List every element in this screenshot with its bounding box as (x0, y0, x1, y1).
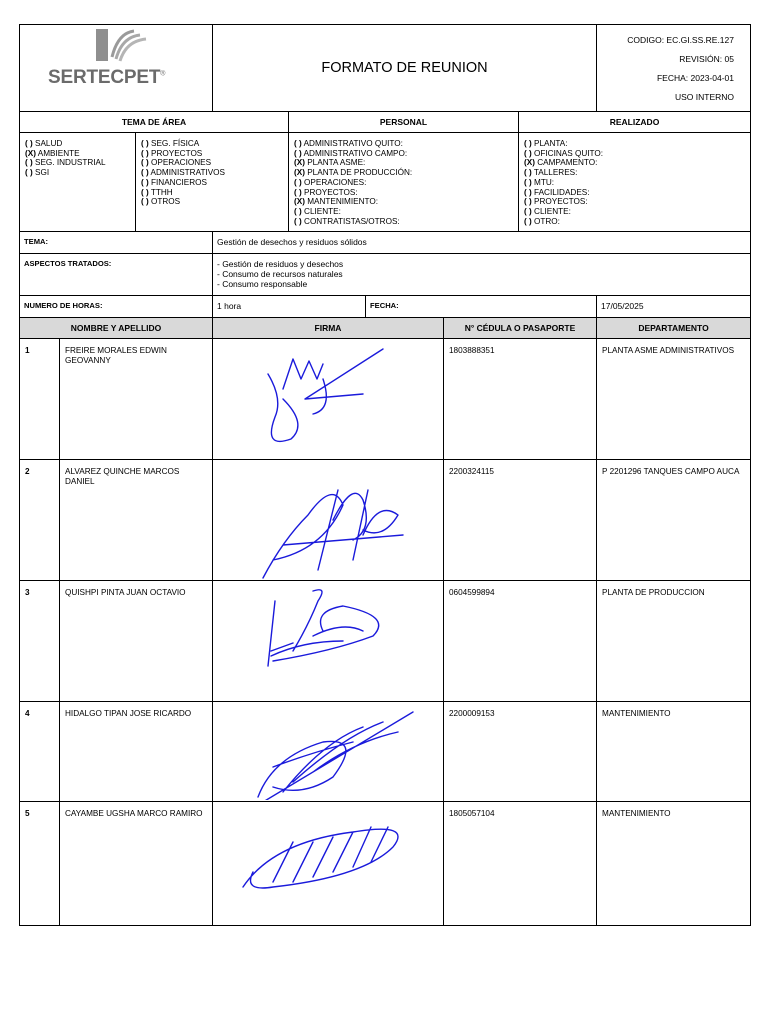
check-label: ADMINISTRATIVO QUITO: (301, 139, 403, 148)
classification-table (19, 111, 751, 232)
fecha-value: 17/05/2025 (597, 296, 751, 318)
checklist-item (25, 158, 131, 168)
check-mark: ( ) (524, 206, 532, 216)
check-label: FACILIDADES: (531, 187, 590, 197)
check-label: OTRO: (531, 216, 560, 226)
check-mark: ( ) (141, 187, 149, 197)
check-mark: (X) (294, 158, 305, 168)
checklist-item (141, 149, 284, 159)
check-label: PLANTA: (531, 139, 568, 148)
check-mark: ( ) (294, 177, 302, 187)
checklist-item (141, 168, 284, 178)
check-mark: ( ) (524, 187, 532, 197)
check-mark: ( ) (524, 148, 532, 158)
checklist-item (524, 188, 746, 198)
checklist-item (294, 178, 514, 188)
header-id: N° CÉDULA O PASAPORTE (444, 318, 597, 339)
check-label: OFICINAS QUITO: (531, 148, 604, 158)
checklist-item (294, 149, 514, 159)
meeting-details (19, 231, 751, 318)
tema-area-list-2 (136, 133, 289, 232)
personal-heading: PERSONAL (289, 112, 519, 133)
attendee-signature (213, 581, 444, 702)
checklist-item (141, 178, 284, 188)
check-label: CLIENTE: (531, 206, 571, 216)
horas-label: NUMERO DE HORAS: (20, 296, 213, 318)
check-mark: ( ) (25, 168, 33, 178)
logo-text: SERTECPET (48, 67, 161, 88)
attendee-department: PLANTA DE PRODUCCION (597, 581, 751, 702)
check-mark: ( ) (294, 187, 302, 197)
check-mark: (X) (25, 148, 36, 158)
check-label: PROYECTOS: (301, 187, 358, 197)
check-mark: ( ) (524, 177, 532, 187)
signature-drawing (213, 339, 444, 458)
check-label: PLANTA DE PRODUCCIÓN: (304, 168, 413, 178)
check-label: SEG. FÍSICA (148, 139, 200, 148)
check-mark: ( ) (141, 177, 149, 187)
check-mark: ( ) (294, 148, 302, 158)
check-label: AMBIENTE (35, 148, 80, 158)
aspectos-value (213, 254, 751, 296)
check-label: OPERACIONES: (301, 177, 367, 187)
meta-usage: USO INTERNO (674, 92, 734, 102)
tema-value: Gestión de desechos y residuos sólidos (213, 232, 751, 254)
check-mark: ( ) (141, 148, 149, 158)
attendee-signature (213, 802, 444, 926)
attendance-table (19, 317, 751, 926)
meta-code: CODIGO: EC.GI.SS.RE.127 (627, 35, 734, 45)
checklist-item (294, 197, 514, 207)
form-header (19, 24, 751, 112)
tema-label: TEMA: (20, 232, 213, 254)
aspecto-line: - Consumo de recursos naturales (217, 269, 343, 279)
attendee-number: 3 (20, 581, 60, 702)
signature-drawing (213, 460, 444, 579)
aspectos-label: ASPECTOS TRATADOS: (20, 254, 213, 296)
check-label: SEG. INDUSTRIAL (32, 158, 106, 168)
check-mark: ( ) (141, 168, 149, 178)
attendee-id: 0604599894 (444, 581, 597, 702)
signature-stroke (268, 590, 379, 666)
attendee-department: MANTENIMIENTO (597, 702, 751, 802)
check-label: TALLERES: (531, 168, 578, 178)
attendee-name: ALVAREZ QUINCHE MARCOS DANIEL (60, 460, 213, 581)
check-label: CAMPAMENTO: (534, 158, 598, 168)
checklist-item (141, 139, 284, 149)
attendee-id: 1805057104 (444, 802, 597, 926)
signature-stroke (268, 349, 383, 441)
aspecto-line: - Consumo responsable (217, 279, 308, 289)
checklist-item (141, 197, 284, 207)
check-mark: ( ) (524, 216, 532, 226)
check-label: MANTENIMIENTO: (304, 197, 379, 207)
check-mark: ( ) (524, 197, 532, 207)
attendee-department: PLANTA ASME ADMINISTRATIVOS (597, 339, 751, 460)
attendee-id: 2200009153 (444, 702, 597, 802)
signature-stroke (258, 712, 413, 800)
checklist-item (524, 207, 746, 217)
attendee-signature (213, 460, 444, 581)
check-label: PROYECTOS: (531, 197, 588, 207)
header-department: DEPARTAMENTO (597, 318, 751, 339)
checklist-item (141, 158, 284, 168)
attendee-row (20, 460, 751, 581)
check-label: CLIENTE: (301, 206, 341, 216)
check-mark: ( ) (25, 139, 33, 148)
check-mark: ( ) (524, 139, 532, 148)
checklist-item (141, 188, 284, 198)
signature-stroke (243, 827, 398, 888)
checklist-item (25, 139, 131, 149)
checklist-item (524, 178, 746, 188)
registered-mark: ® (160, 70, 166, 78)
attendee-id: 2200324115 (444, 460, 597, 581)
checklist-item (524, 158, 746, 168)
check-mark: (X) (294, 197, 305, 207)
checklist-item (294, 207, 514, 217)
attendee-row (20, 802, 751, 926)
attendee-row (20, 702, 751, 802)
check-label: OTROS (148, 197, 181, 207)
check-label: TTHH (148, 187, 173, 197)
checklist-item (294, 139, 514, 149)
horas-value: 1 hora (213, 296, 366, 318)
attendee-number: 2 (20, 460, 60, 581)
checklist-item (25, 149, 131, 159)
realizado-heading: REALIZADO (519, 112, 751, 133)
attendee-number: 4 (20, 702, 60, 802)
checklist-item (524, 217, 746, 227)
checklist-item (294, 168, 514, 178)
form-title: FORMATO DE REUNION (213, 25, 597, 112)
attendee-name: HIDALGO TIPAN JOSE RICARDO (60, 702, 213, 802)
check-mark: ( ) (141, 197, 149, 207)
check-mark: ( ) (294, 216, 302, 226)
attendee-number: 1 (20, 339, 60, 460)
check-mark: (X) (524, 158, 535, 168)
checklist-item (25, 168, 131, 178)
checklist-item (294, 188, 514, 198)
realizado-list (519, 133, 751, 232)
checklist-item (524, 139, 746, 149)
attendee-department: P 2201296 TANQUES CAMPO AUCA (597, 460, 751, 581)
checklist-item (294, 158, 514, 168)
signature-drawing (213, 702, 444, 800)
check-label: SALUD (32, 139, 63, 148)
check-label: PROYECTOS (148, 148, 203, 158)
attendee-signature (213, 339, 444, 460)
check-mark: ( ) (524, 168, 532, 178)
check-mark: (X) (294, 168, 305, 178)
logo-emblem-icon (94, 27, 154, 67)
document-meta (597, 25, 751, 112)
personal-list (289, 133, 519, 232)
check-label: SGI (32, 168, 50, 178)
fecha-label: FECHA: (366, 296, 597, 318)
header-name: NOMBRE Y APELLIDO (20, 318, 213, 339)
check-label: ADMINISTRATIVOS (148, 168, 226, 178)
meeting-form (19, 24, 750, 926)
check-label: PLANTA ASME: (304, 158, 366, 168)
check-mark: ( ) (25, 158, 33, 168)
attendee-id: 1803888351 (444, 339, 597, 460)
meta-date: FECHA: 2023-04-01 (656, 73, 734, 83)
signature-stroke (263, 490, 403, 578)
attendee-number: 5 (20, 802, 60, 926)
tema-area-heading: TEMA DE ÁREA (20, 112, 289, 133)
checklist-item (524, 149, 746, 159)
check-label: FINANCIEROS (148, 177, 207, 187)
aspecto-line: - Gestión de residuos y desechos (217, 259, 344, 269)
check-mark: ( ) (141, 158, 149, 168)
signature-drawing (213, 802, 444, 924)
attendee-name: CAYAMBE UGSHA MARCO RAMIRO (60, 802, 213, 926)
attendee-signature (213, 702, 444, 802)
signature-drawing (213, 581, 444, 700)
attendee-department: MANTENIMIENTO (597, 802, 751, 926)
check-mark: ( ) (141, 139, 149, 148)
check-label: MTU: (531, 177, 555, 187)
meta-revision: REVISIÓN: 05 (679, 54, 734, 64)
check-mark: ( ) (294, 139, 302, 148)
attendee-row (20, 581, 751, 702)
check-mark: ( ) (294, 206, 302, 216)
attendee-row (20, 339, 751, 460)
checklist-item (294, 217, 514, 227)
header-signature: FIRMA (213, 318, 444, 339)
check-label: ADMINISTRATIVO CAMPO: (301, 148, 408, 158)
check-label: OPERACIONES (148, 158, 212, 168)
attendee-name: QUISHPI PINTA JUAN OCTAVIO (60, 581, 213, 702)
attendee-name: FREIRE MORALES EDWIN GEOVANNY (60, 339, 213, 460)
tema-area-list-1 (20, 133, 136, 232)
check-label: CONTRATISTAS/OTROS: (301, 216, 400, 226)
company-logo (20, 25, 213, 112)
checklist-item (524, 168, 746, 178)
checklist-item (524, 197, 746, 207)
